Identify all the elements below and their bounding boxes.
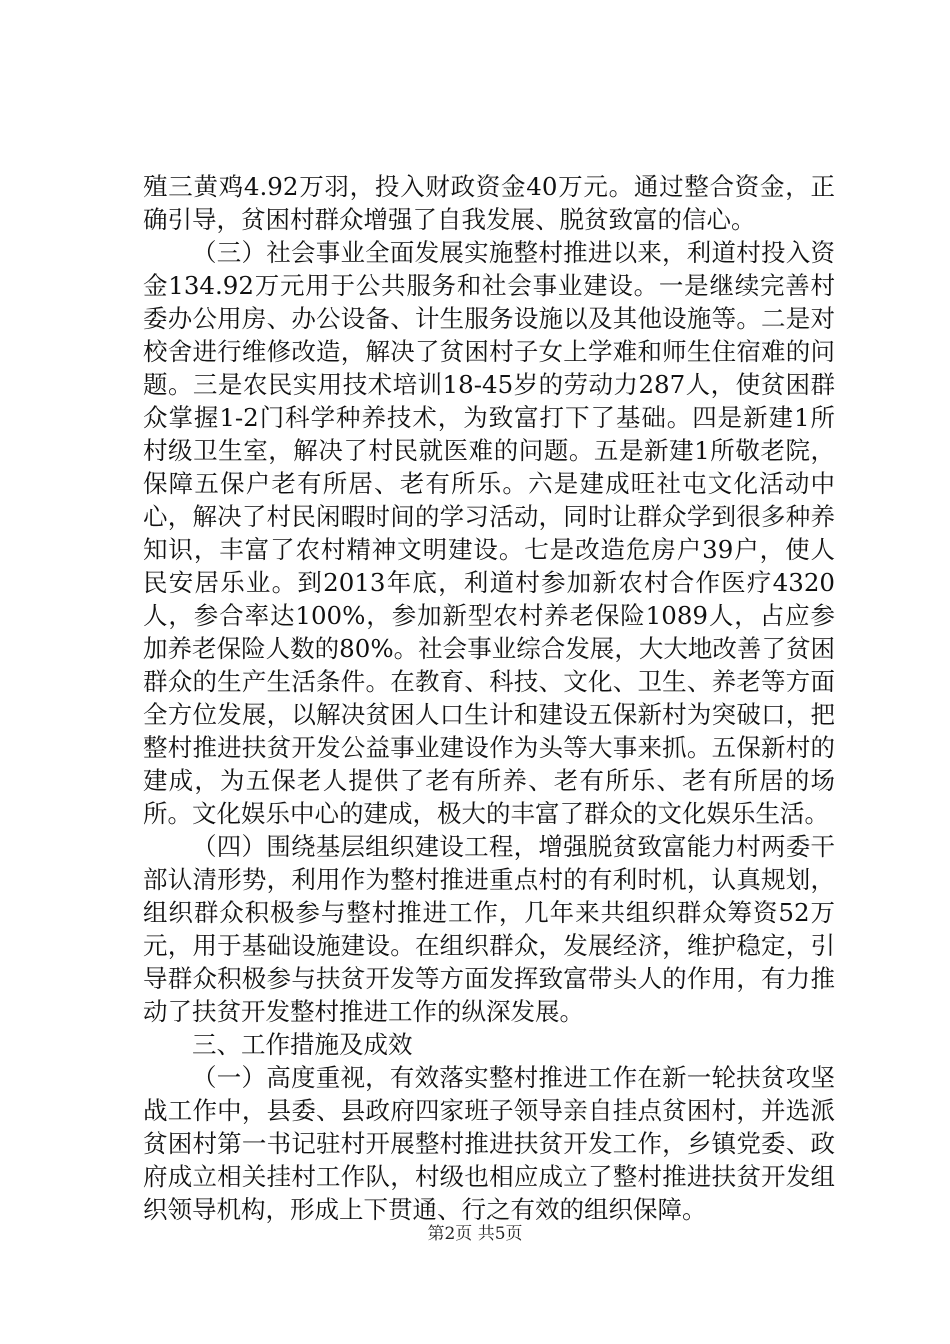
paragraph-continuation: 殖三黄鸡4.92万羽，投入财政资金40万元。通过整合资金，正确引导，贫困村群众增强了自我发展、脱贫致富的信心。 <box>143 172 835 234</box>
paragraph-grassroots-organization: （四）围绕基层组织建设工程，增强脱贫致富能力村两委干部认清形势，利用作为整村推进重点村的有利时机，认真规划，组织群众积极参与整村推进工作，几年来共组织群众筹资52万元，用于基础设施建设。在组织群众，发展经济，维护稳定，引导群众积极参与扶贫开发等方面发挥致富带头人的作用，有力推动了扶贫开发整村推进工作的纵深发展。 <box>143 832 835 1026</box>
section-heading-measures: 三、工作措施及成效 <box>192 1030 413 1059</box>
paragraph-high-priority: （一）高度重视，有效落实整村推进工作在新一轮扶贫攻坚战工作中，县委、县政府四家班子领导亲自挂点贫困村，并选派贫困村第一书记驻村开展整村推进扶贫开发工作，乡镇党委、政府成立相关挂村工作队，村级也相应成立了整村推进扶贫开发组织领导机构，形成上下贯通、行之有效的组织保障。 <box>143 1063 835 1224</box>
document-body <box>143 170 835 1226</box>
paragraph-social-affairs: （三）社会事业全面发展实施整村推进以来，利道村投入资金134.92万元用于公共服务和社会事业建设。一是继续完善村委办公用房、办公设备、计生服务设施以及其他设施等。二是对校舍进行维修改造，解决了贫困村子女上学难和师生住宿难的问题。三是农民实用技术培训18-45岁的劳动力287人，使贫困群众掌握1-2门科学种养技术，为致富打下了基础。四是新建1所村级卫生室，解决了村民就医难的问题。五是新建1所敬老院，保障五保户老有所居、老有所乐。六是建成旺社屯文化活动中心，解决了村民闲暇时间的学习活动，同时让群众学到很多种养知识，丰富了农村精神文明建设。七是改造危房户39户，使人民安居乐业。到2013年底，利道村参加新农村合作医疗4320人，参合率达100%，参加新型农村养老保险1089人，占应参加养老保险人数的80%。社会事业综合发展，大大地改善了贫困群众的生产生活条件。在教育、科技、文化、卫生、养老等方面全方位发展，以解决贫困人口生计和建设五保新村为突破口，把整村推进扶贫开发公益事业建设作为头等大事来抓。五保新村的建成，为五保老人提供了老有所养、老有所乐、老有所居的场所。文化娱乐中心的建成，极大的丰富了群众的文化娱乐生活。 <box>143 238 835 828</box>
page-number-footer: 第2页 共5页 <box>427 1224 523 1244</box>
